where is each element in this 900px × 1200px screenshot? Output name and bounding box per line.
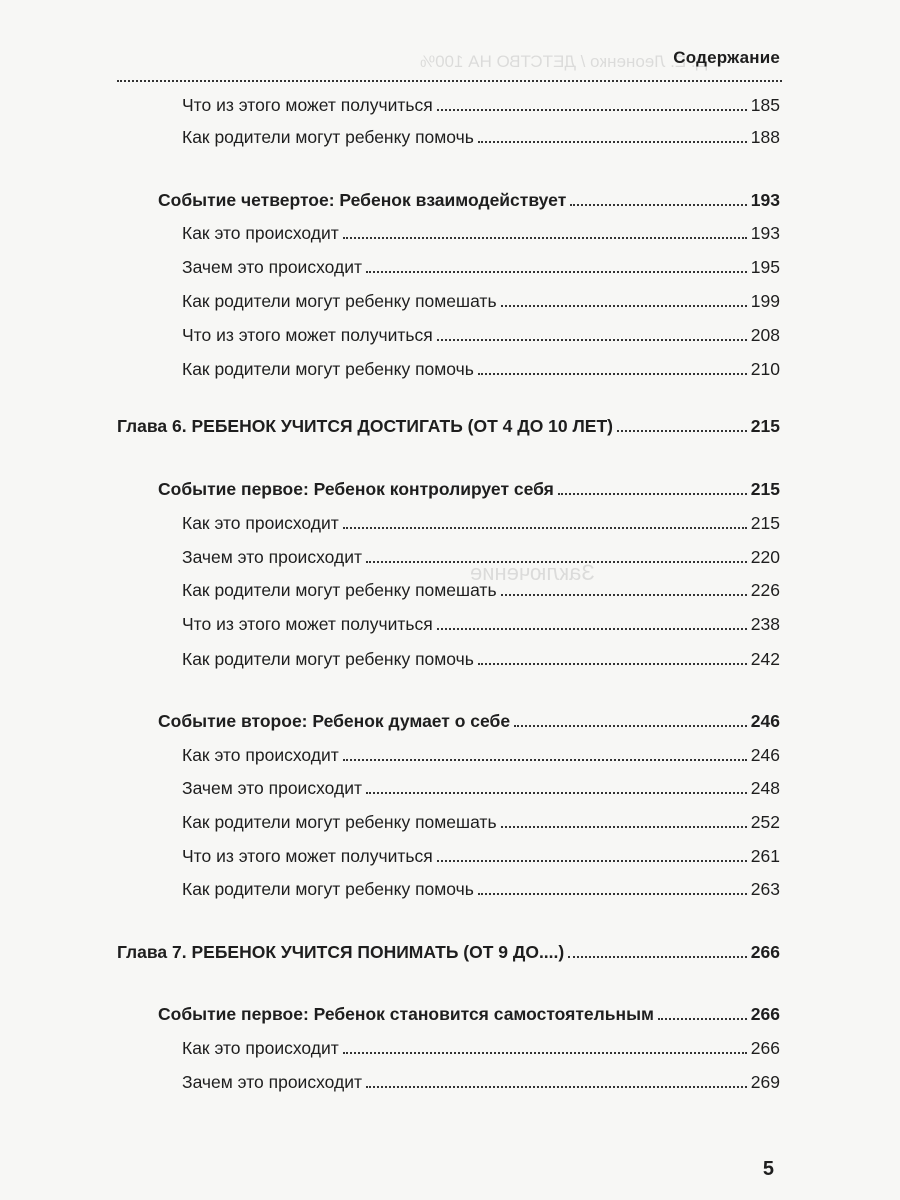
toc-entry-title: Зачем это происходит [182,547,362,567]
toc-subsection-entry [182,120,780,148]
toc-entry-page: 215 [750,479,780,499]
dot-leader [558,493,747,495]
toc-section-entry [158,183,780,211]
toc-subsection-entry [182,1031,780,1059]
toc-entry-page: 215 [750,513,780,533]
dot-leader [501,826,747,828]
dot-leader [501,305,747,307]
toc-entry-page: 195 [750,257,780,277]
toc-subsection-entry [182,607,780,635]
toc-entry-title: Как это происходит [182,745,339,765]
dot-leader [437,339,747,341]
toc-entry-title: Зачем это происходит [182,1072,362,1092]
toc-entry-page: 269 [750,1072,780,1092]
toc-subsection-entry [182,805,780,833]
toc-entry-title: Что из этого может получиться [182,614,433,634]
toc-section-entry [158,472,780,500]
show-through-text: Д. Е. Леоненко / ДЕТСТВО НА 100% [420,52,708,71]
toc-entry-title: Событие второе: Ребенок думает о себе [158,711,511,731]
dot-leader [366,561,747,563]
toc-entry-page: 226 [750,580,780,600]
toc-entry-page: 238 [750,614,780,634]
dot-leader [617,430,747,432]
toc-entry-page: 193 [750,190,780,210]
dot-leader [658,1018,747,1020]
toc-chapter-entry [117,935,780,963]
toc-entry-page: 266 [750,1004,780,1024]
toc-entry-page: 252 [750,812,780,832]
page-number: 5 [762,1158,774,1180]
dot-leader [568,956,747,958]
toc-entry-page: 248 [750,778,780,798]
toc-subsection-entry [182,1065,780,1093]
toc-entry-title: Как родители могут ребенку помешать [182,812,497,832]
toc-entry-page: 266 [750,1038,780,1058]
toc-entry-page: 266 [750,942,780,962]
toc-entry-title: Как родители могут ребенку помочь [182,127,474,147]
toc-entry-title: Как это происходит [182,223,339,243]
toc-entry-page: 185 [750,95,780,115]
toc-subsection-entry [182,250,780,278]
toc-entry-page: 242 [750,649,780,669]
toc-entry-title: Как родители могут ребенку помочь [182,879,474,899]
toc-subsection-entry [182,352,780,380]
toc-entry-title: Событие четвертое: Ребенок взаимодействует [158,190,567,210]
toc-entry-title: Как родители могут ребенку помешать [182,580,497,600]
toc-subsection-entry [182,540,780,568]
toc-entry-title: Что из этого может получиться [182,95,433,115]
dot-leader [366,1086,747,1088]
dot-leader [478,893,747,895]
toc-entry-page: 246 [750,745,780,765]
toc-subsection-entry [182,88,780,116]
toc-entry-title: Зачем это происходит [182,778,362,798]
toc-entry-page: 193 [750,223,780,243]
toc-entry-page: 263 [750,879,780,899]
toc-entry-title: Как это происходит [182,513,339,533]
toc-entry-page: 261 [750,846,780,866]
dot-leader [343,527,747,529]
toc-subsection-entry [182,642,780,670]
toc-entry-page: 215 [750,416,780,436]
toc-section-entry [158,704,780,732]
toc-entry-title: Как родители могут ребенку помочь [182,359,474,379]
toc-entry-page: 208 [750,325,780,345]
toc-entry-title: Что из этого может получиться [182,325,433,345]
header-divider [117,80,782,82]
toc-subsection-entry [182,738,780,766]
toc-entry-title: Как это происходит [182,1038,339,1058]
toc-entry-page: 199 [750,291,780,311]
dot-leader [570,204,747,206]
toc-entry-title: Как родители могут ребенку помочь [182,649,474,669]
dot-leader [437,860,747,862]
toc-chapter-entry [117,409,780,437]
dot-leader [478,141,747,143]
toc-subsection-entry [182,318,780,346]
dot-leader [343,759,747,761]
toc-subsection-entry [182,506,780,534]
toc-subsection-entry [182,771,780,799]
toc-entry-title: Как родители могут ребенку помешать [182,291,497,311]
toc-section-entry [158,997,780,1025]
dot-leader [343,1052,747,1054]
toc-subsection-entry [182,872,780,900]
toc-entry-title: Событие первое: Ребенок становится самостоятельным [158,1004,654,1024]
dot-leader [366,271,747,273]
toc-subsection-entry [182,216,780,244]
toc-entry-title: Зачем это происходит [182,257,362,277]
dot-leader [343,237,747,239]
toc-entry-page: 246 [750,711,780,731]
dot-leader [478,373,747,375]
dot-leader [437,628,747,630]
toc-entry-title: Событие первое: Ребенок контролирует себя [158,479,554,499]
dot-leader [437,109,747,111]
dot-leader [514,725,747,727]
running-header-title: Содержание [673,48,780,67]
toc-entry-page: 210 [750,359,780,379]
dot-leader [501,594,747,596]
toc-subsection-entry [182,573,780,601]
toc-entry-title: Что из этого может получиться [182,846,433,866]
toc-entry-page: 220 [750,547,780,567]
toc-entry-page: 188 [750,127,780,147]
toc-entry-title: Глава 7. РЕБЕНОК УЧИТСЯ ПОНИМАТЬ (ОТ 9 ДО....) [117,942,565,962]
toc-entry-title: Глава 6. РЕБЕНОК УЧИТСЯ ДОСТИГАТЬ (ОТ 4 ДО 10 ЛЕТ) [117,416,613,436]
toc-subsection-entry [182,839,780,867]
toc-subsection-entry [182,284,780,312]
dot-leader [478,663,747,665]
dot-leader [366,792,747,794]
show-through-text: Заключение [470,560,595,585]
